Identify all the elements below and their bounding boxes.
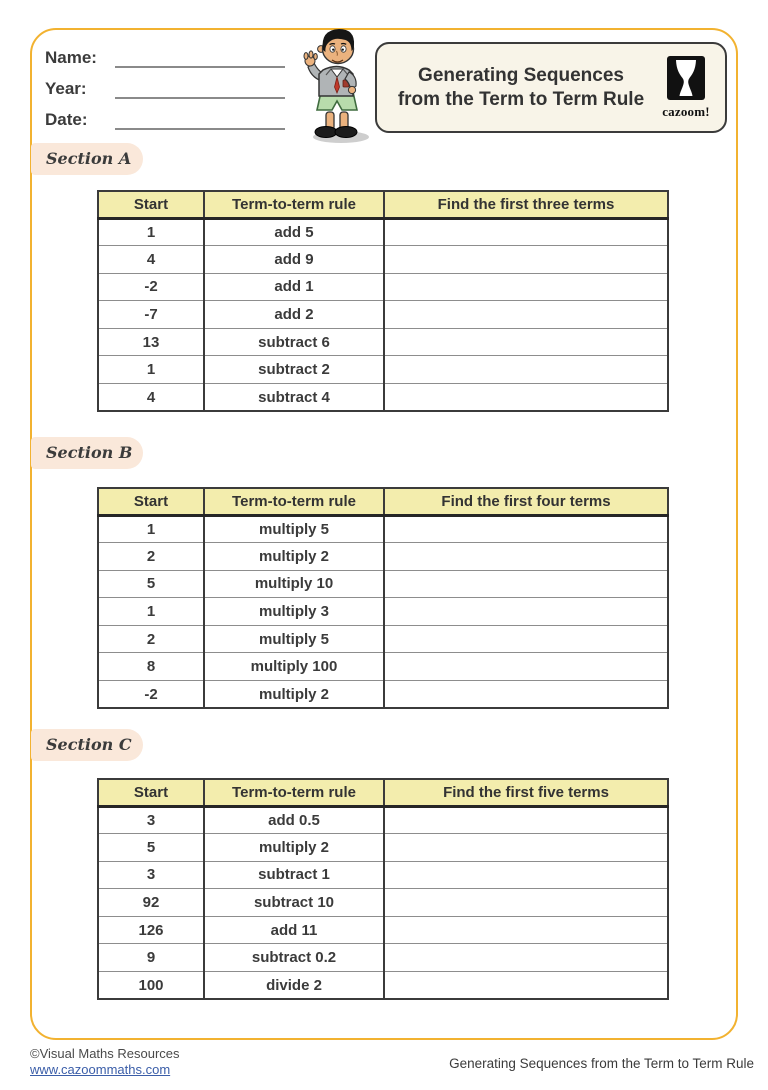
start-cell: 5 bbox=[98, 570, 204, 598]
date-label: Date: bbox=[45, 110, 88, 129]
table-row bbox=[98, 384, 668, 412]
answer-cell[interactable] bbox=[384, 625, 668, 653]
start-cell: -2 bbox=[98, 681, 204, 709]
answer-cell[interactable] bbox=[384, 273, 668, 301]
answer-cell[interactable] bbox=[384, 681, 668, 709]
answer-cell[interactable] bbox=[384, 543, 668, 571]
answer-cell[interactable] bbox=[384, 972, 668, 1000]
start-cell: 1 bbox=[146, 223, 156, 241]
answer-cell[interactable] bbox=[384, 834, 668, 862]
start-cell: -2 bbox=[98, 273, 204, 301]
section-b-table bbox=[97, 487, 669, 709]
column-header: Term-to-term rule bbox=[204, 191, 384, 218]
answer-cell[interactable] bbox=[384, 570, 668, 598]
start-cell: 2 bbox=[98, 543, 204, 571]
rule-cell: multiply 10 bbox=[204, 570, 384, 598]
column-header: Start bbox=[98, 488, 204, 515]
date-field-row bbox=[45, 110, 285, 130]
worksheet-title bbox=[387, 64, 655, 112]
start-cell: 8 bbox=[98, 653, 204, 681]
copyright-text: ©Visual Maths Resources bbox=[30, 1046, 180, 1061]
answer-cell[interactable] bbox=[384, 218, 668, 246]
rule-cell: multiply 2 bbox=[204, 681, 384, 709]
answer-cell[interactable] bbox=[384, 515, 668, 543]
section-c-table bbox=[97, 778, 669, 1000]
table-header-row bbox=[98, 779, 668, 806]
table-row bbox=[98, 356, 668, 384]
start-cell: 92 bbox=[98, 889, 204, 917]
rule-cell: add 0.5 bbox=[204, 806, 384, 834]
table-row bbox=[98, 916, 668, 944]
rule-cell: subtract 1 bbox=[204, 861, 384, 889]
table-header-row bbox=[98, 488, 668, 515]
answer-cell[interactable] bbox=[384, 328, 668, 356]
section-a-table bbox=[97, 190, 669, 412]
answer-cell[interactable] bbox=[384, 598, 668, 626]
table-row bbox=[98, 328, 668, 356]
cazoom-logo-text: cazoom! bbox=[662, 103, 710, 119]
table-row bbox=[98, 653, 668, 681]
table-row bbox=[98, 861, 668, 889]
column-header: Start bbox=[98, 779, 204, 806]
start-cell: 126 bbox=[98, 916, 204, 944]
rule-cell: subtract 4 bbox=[204, 384, 384, 412]
table-row bbox=[98, 681, 668, 709]
name-field-row bbox=[45, 48, 285, 68]
start-cell: 1 bbox=[146, 520, 156, 538]
section-c-label: Section C bbox=[31, 729, 143, 761]
table-header-row bbox=[98, 191, 668, 218]
table-row bbox=[98, 834, 668, 862]
start-cell: 2 bbox=[98, 625, 204, 653]
cazoom-goblet-icon bbox=[667, 56, 705, 105]
rule-cell: add 1 bbox=[204, 273, 384, 301]
section-a-label: Section A bbox=[31, 143, 143, 175]
table-row bbox=[98, 218, 668, 246]
rule-cell: subtract 0.2 bbox=[204, 944, 384, 972]
column-header: Find the first five terms bbox=[384, 779, 668, 806]
worksheet-title-line1: Generating Sequences bbox=[418, 64, 624, 86]
table-row bbox=[98, 806, 668, 834]
cazoom-logo bbox=[655, 56, 717, 120]
answer-cell[interactable] bbox=[384, 861, 668, 889]
start-cell: 100 bbox=[98, 972, 204, 1000]
start-cell: 4 bbox=[98, 246, 204, 274]
rule-cell: add 9 bbox=[204, 246, 384, 274]
answer-cell[interactable] bbox=[384, 944, 668, 972]
column-header: Term-to-term rule bbox=[204, 488, 384, 515]
start-cell: -7 bbox=[98, 301, 204, 329]
column-header: Term-to-term rule bbox=[204, 779, 384, 806]
rule-cell: subtract 10 bbox=[204, 889, 384, 917]
year-write-line[interactable] bbox=[115, 79, 285, 99]
rule-cell: add 2 bbox=[204, 301, 384, 329]
answer-cell[interactable] bbox=[384, 384, 668, 412]
rule-cell: multiply 5 bbox=[204, 515, 384, 543]
name-write-line[interactable] bbox=[115, 48, 285, 68]
answer-cell[interactable] bbox=[384, 916, 668, 944]
table-row bbox=[98, 625, 668, 653]
answer-cell[interactable] bbox=[384, 301, 668, 329]
start-cell: 1 bbox=[98, 356, 204, 384]
table-row bbox=[98, 570, 668, 598]
start-cell: 4 bbox=[98, 384, 204, 412]
table-row bbox=[98, 246, 668, 274]
column-header: Find the first four terms bbox=[384, 488, 668, 515]
rule-cell: multiply 2 bbox=[204, 834, 384, 862]
start-cell: 5 bbox=[98, 834, 204, 862]
answer-cell[interactable] bbox=[384, 653, 668, 681]
table-row bbox=[98, 515, 668, 543]
table-row bbox=[98, 889, 668, 917]
table-row bbox=[98, 301, 668, 329]
name-label: Name: bbox=[45, 48, 97, 67]
answer-cell[interactable] bbox=[384, 889, 668, 917]
start-cell: 3 bbox=[98, 861, 204, 889]
rule-cell: add 11 bbox=[204, 916, 384, 944]
worksheet-title-line2: from the Term to Term Rule bbox=[397, 88, 645, 110]
footer-left bbox=[30, 1046, 180, 1079]
rule-cell: multiply 2 bbox=[204, 543, 384, 571]
rule-cell: multiply 5 bbox=[204, 625, 384, 653]
answer-cell[interactable] bbox=[384, 356, 668, 384]
answer-cell[interactable] bbox=[384, 806, 668, 834]
table-row bbox=[98, 273, 668, 301]
rule-cell: add 5 bbox=[204, 218, 384, 246]
rule-cell: multiply 3 bbox=[204, 598, 384, 626]
answer-cell[interactable] bbox=[384, 246, 668, 274]
table-row bbox=[98, 598, 668, 626]
start-cell: 3 bbox=[146, 811, 156, 829]
cazoommaths-link[interactable]: www.cazoommaths.com bbox=[30, 1062, 171, 1078]
year-label: Year: bbox=[45, 79, 87, 98]
start-cell: 13 bbox=[98, 328, 204, 356]
column-header: Start bbox=[98, 191, 204, 218]
footer-document-title: Generating Sequences from the Term to Term Rule bbox=[449, 1056, 754, 1071]
column-header: Find the first three terms bbox=[384, 191, 668, 218]
boy-mascot-illustration bbox=[281, 20, 387, 151]
rule-cell: multiply 100 bbox=[204, 653, 384, 681]
worksheet-title-box bbox=[375, 42, 727, 133]
rule-cell: subtract 2 bbox=[204, 356, 384, 384]
start-cell: 9 bbox=[98, 944, 204, 972]
date-write-line[interactable] bbox=[115, 110, 285, 130]
start-cell: 1 bbox=[98, 598, 204, 626]
table-row bbox=[98, 944, 668, 972]
rule-cell: subtract 6 bbox=[204, 328, 384, 356]
year-field-row bbox=[45, 79, 285, 99]
section-b-label: Section B bbox=[31, 437, 143, 469]
table-row bbox=[98, 972, 668, 1000]
rule-cell: divide 2 bbox=[204, 972, 384, 1000]
table-row bbox=[98, 543, 668, 571]
